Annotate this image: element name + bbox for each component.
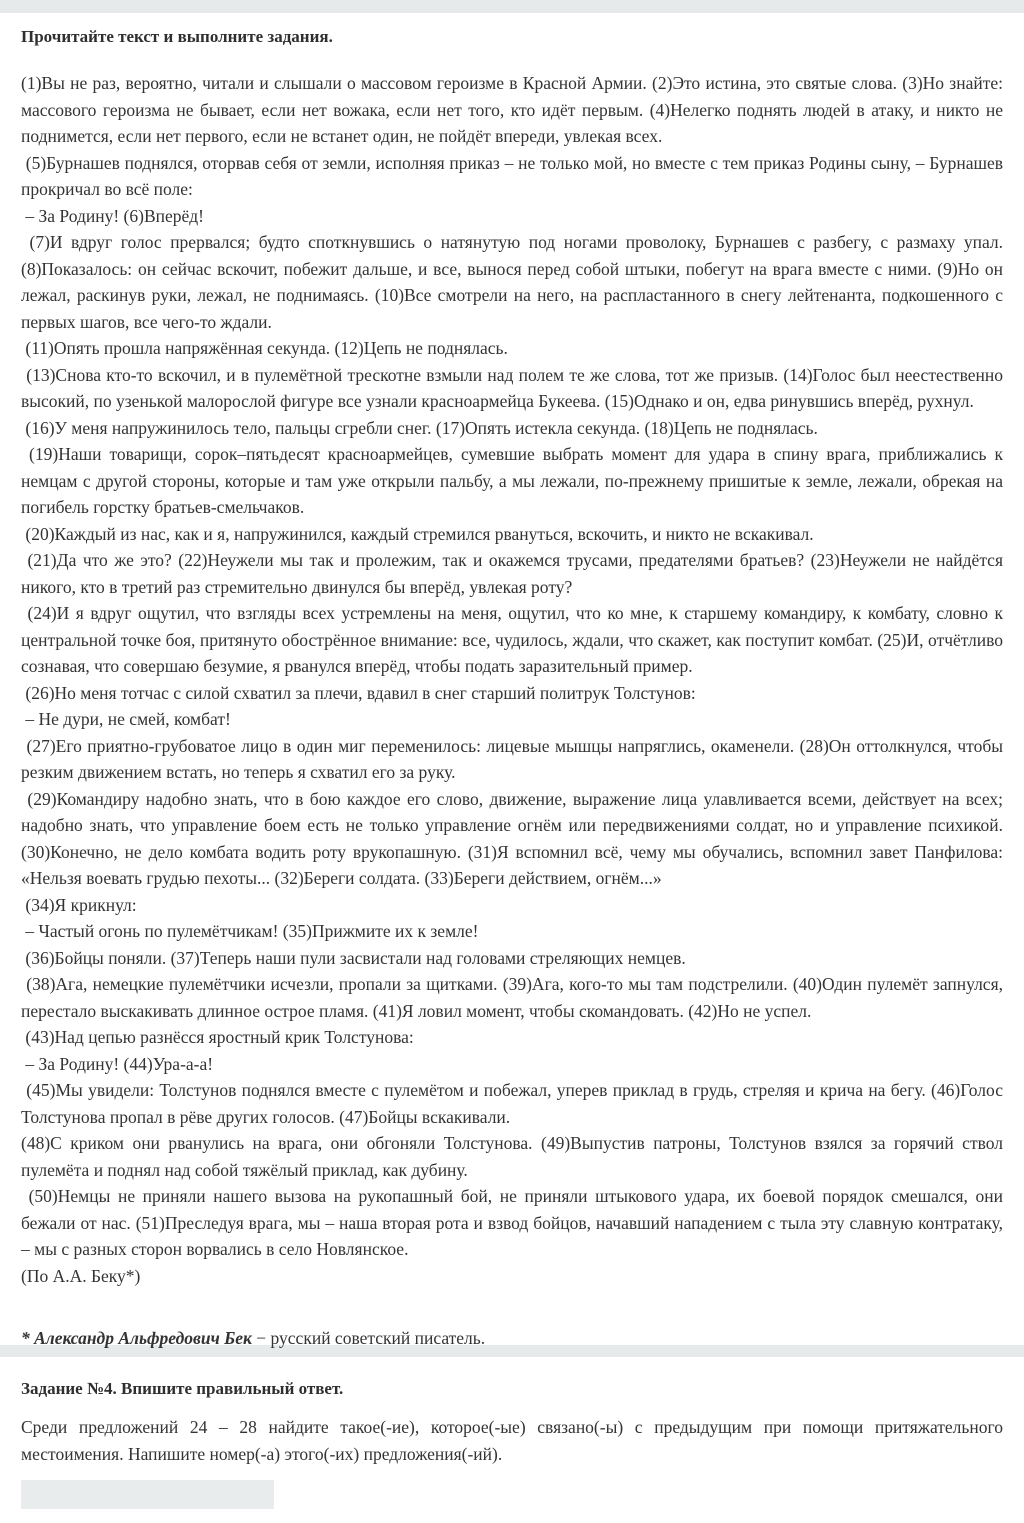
passage-paragraph: (1)Вы не раз, вероятно, читали и слышали о массовом героизме в Красной Армии. (2)Это истина, это святые слова. (3)Но знайте: массового героизма не бывает, если нет вожака, если нет того, кто идёт первым. (4)Нелегко поднять людей в атаку, и никто не поднимется, если нет первого, если не встанет один, не пойдёт впереди, увлекая всех.: [21, 73, 1003, 146]
passage-paragraph: (36)Бойцы поняли. (37)Теперь наши пули засвистали над головами стреляющих немцев.: [21, 947, 686, 968]
task-section: [0, 1379, 1024, 1509]
answer-input[interactable]: [21, 1480, 274, 1509]
passage-paragraph: (По А.А. Беку*): [21, 1265, 141, 1286]
passage-paragraph: (27)Его приятно-грубоватое лицо в один миг переменилось: лицевые мышцы напряглись, окаменели. (28)Он оттолкнулся, чтобы резким движением встать, но теперь я схватил его за руку.: [21, 735, 1003, 782]
passage-paragraph: (45)Мы увидели: Толстунов поднялся вместе с пулемётом и побежал, уперев приклад в грудь, стреляя и крича на бегу. (46)Голос Толстунова пропал в рёве других голосов. (47)Бойцы вскакивали.: [21, 1080, 1003, 1127]
author-name: * Александр Альфредович Бек: [21, 1328, 252, 1348]
passage-paragraph: (43)Над цепью разнёсся яростный крик Толстунова:: [21, 1027, 414, 1047]
top-band: [0, 0, 1024, 13]
passage-paragraph: – За Родину! (6)Вперёд!: [21, 205, 204, 226]
passage-paragraph: (24)И я вдруг ощутил, что взгляды всех устремлены на меня, ощутил, что ко мне, к старшему командиру, к комбату, словно к центральной точке боя, притянуто обострённое внимание: все, чудилось, ждали, что скажет, как поступит комбат. (25)И, отчётливо сознавая, что совершаю безумие, я рванулся вперёд, чтобы подать заразительный пример.: [21, 603, 1003, 676]
author-description: − русский советский писатель.: [256, 1328, 486, 1348]
passage-paragraph: (38)Ага, немецкие пулемётчики исчезли, пропали за щитками. (39)Ага, кого-то мы там подстрелили. (40)Один пулемёт запнулся, перестало выскакивать длинное острое пламя. (41)Я ловил момент, чтобы скомандовать. (42)Но не успел.: [21, 974, 1003, 1021]
instruction-heading: Прочитайте текст и выполните задания.: [21, 27, 333, 46]
passage-paragraph: (16)У меня напружинилось тело, пальцы сгребли снег. (17)Опять истекла секунда. (18)Цепь не поднялась.: [21, 417, 818, 438]
passage-paragraph: (20)Каждый из нас, как и я, напружинился, каждый стремился рвануться, вскочить, и никто не вскакивал.: [21, 523, 814, 544]
passage-paragraph: (50)Немцы не приняли нашего вызова на рукопашный бой, не приняли штыкового удара, их боевой порядок смешался, они бежали от нас. (51)Преследуя врага, мы – наша вторая рота и взвод бойцов, начавший нападением с тыла эту славную контратаку, – мы с разных сторон ворвались в село Новлянское.: [21, 1186, 1003, 1259]
passage-paragraph: (21)Да что же это? (22)Неужели мы так и пролежим, так и окажемся трусами, предателями братьев? (23)Неужели не найдётся никого, кто в третий раз стремительно двинулся бы вперёд, увлекая роту?: [21, 550, 1003, 597]
passage: [21, 70, 1003, 1289]
passage-paragraph: – За Родину! (44)Ура-а-а!: [21, 1053, 214, 1074]
passage-paragraph: (26)Но меня тотчас с силой схватил за плечи, вдавил в снег старший политрук Толстунов:: [21, 682, 696, 703]
task-prompt: Среди предложений 24 – 28 найдите такое(-ие), которое(-ые) связано(-ы) с предыдущим при помощи притяжательного местоимения. Напишите номер(-а) этого(-их) предложения(-ий).: [21, 1417, 1003, 1464]
passage-paragraph: (29)Командиру надобно знать, что в бою каждое его слово, движение, выражение лица улавливается всеми, действует на всех; надобно знать, что управление боем есть не только управление огнём или передвижениями солдат, но и управление психикой. (30)Конечно, не дело комбата водить роту врукопашную. (31)Я вспомнил всё, чему мы обучались, вспомнил завет Панфилова: «Нельзя воевать грудью пехоты... (32)Береги солдата. (33)Береги действием, огнём...»: [21, 788, 1003, 888]
passage-paragraph: (11)Опять прошла напряжённая секунда. (12)Цепь не поднялась.: [21, 338, 508, 358]
passage-paragraph: (7)И вдруг голос прервался; будто споткнувшись о натянутую под ногами проволоку, Бурнашев с разбегу, с размаху упал. (8)Показалось: он сейчас вскочит, побежит дальше, и все, вынося перед собой штыки, побегут на врага вместе с ними. (9)Но он лежал, раскинув руки, лежал, не поднимаясь. (10)Все смотрели на него, на распластанного в снегу лейтенанта, подкошенного с первых шагов, все чего-то ждали.: [21, 232, 1003, 332]
passage-paragraph: (19)Наши товарищи, сорок–пятьдесят красноармейцев, сумевшие выбрать момент для удара в спину врага, приближались к немцам с другой стороны, которые и там уже открыли пальбу, а мы лежали, по-прежнему пришитые к земле, лежали, обрекая на погибель горстку братьев-смельчаков.: [21, 444, 1003, 517]
passage-section: [0, 27, 1024, 1348]
passage-paragraph: (13)Снова кто-то вскочил, и в пулемётной трескотне взмыли над полем те же слова, тот же призыв. (14)Голос был неестественно высокий, по узенькой малорослой фигуре все узнали красноармейца Букеева. (15)Однако и он, едва ринувшись вперёд, рухнул.: [21, 364, 1003, 411]
passage-paragraph: (48)С криком они рванулись на врага, они обгоняли Толстунова. (49)Выпустив патроны, Толстунов взялся за горячий ствол пулемёта и поднял над собой тяжёлый приклад, как дубину.: [21, 1133, 1003, 1180]
task-title: Задание №4. Впишите правильный ответ.: [21, 1379, 344, 1398]
passage-paragraph: (34)Я крикнул:: [21, 894, 137, 915]
passage-paragraph: (5)Бурнашев поднялся, оторвав себя от земли, исполняя приказ – не только мой, но вместе с тем приказ Родины сыну, – Бурнашев прокричал во всё поле:: [21, 152, 1003, 199]
passage-paragraph: – Не дури, не смей, комбат!: [21, 709, 231, 729]
passage-paragraph: – Частый огонь по пулемётчикам! (35)Прижмите их к земле!: [21, 921, 479, 941]
